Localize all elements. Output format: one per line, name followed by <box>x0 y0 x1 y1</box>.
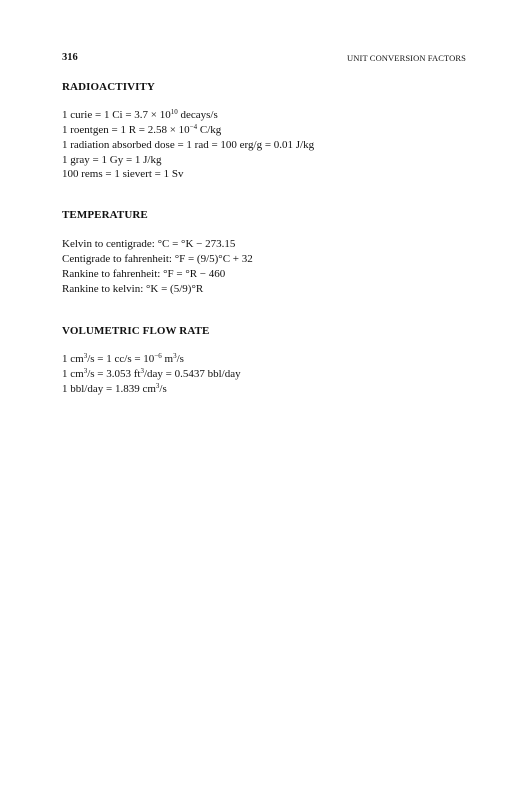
radioactivity-curie-line: 1 curie = 1 $Ci = 3.7 \times 10^{10}$ decays/s <box>62 108 218 121</box>
section-title-radioactivity: RADIOACTIVITY <box>62 81 155 93</box>
temperature-line: Rankine to fahrenheit: °F = °R − 460 <box>62 268 226 280</box>
page-header <box>62 52 466 66</box>
running-head: UNIT CONVERSION FACTORS <box>347 53 466 63</box>
radioactivity-roentgen-line: 1 roentgen = 1 $R = 2.58 \times 10^{-4}$ C/kg <box>62 123 222 136</box>
flow-rate-line: 1 bbl/day = 1.839 $cm^3/s$ <box>62 382 167 395</box>
section-title-volumetric-flow-rate: VOLUMETRIC FLOW RATE <box>62 325 210 337</box>
radioactivity-rem-line: 100 rems = 1 sievert = 1 Sv <box>62 168 184 180</box>
section-title-temperature: TEMPERATURE <box>62 209 148 221</box>
radioactivity-rad-line: 1 radiation absorbed dose = 1 rad = 100 erg/g = 0.01 J/kg <box>62 139 315 151</box>
temperature-line: Kelvin to centigrade: °C = °K − 273.15 <box>62 238 236 250</box>
temperature-line: Rankine to kelvin: °K = (5/9)°R <box>62 283 204 295</box>
flow-rate-line: 1 $cm^3/s = 3.053$ $ft^3$/day = 0.5437 bbl/day <box>62 367 241 380</box>
page-number: 316 <box>62 52 78 63</box>
temperature-line: Centigrade to fahrenheit: °F = (9/5)°C + 32 <box>62 253 253 265</box>
flow-rate-line: 1 $cm^3/s = 1$ $cc/s = 10^{-6}$ $m^3/s$ <box>62 352 184 365</box>
radioactivity-gray-line: 1 gray = 1 Gy = 1 J/kg <box>62 154 162 166</box>
